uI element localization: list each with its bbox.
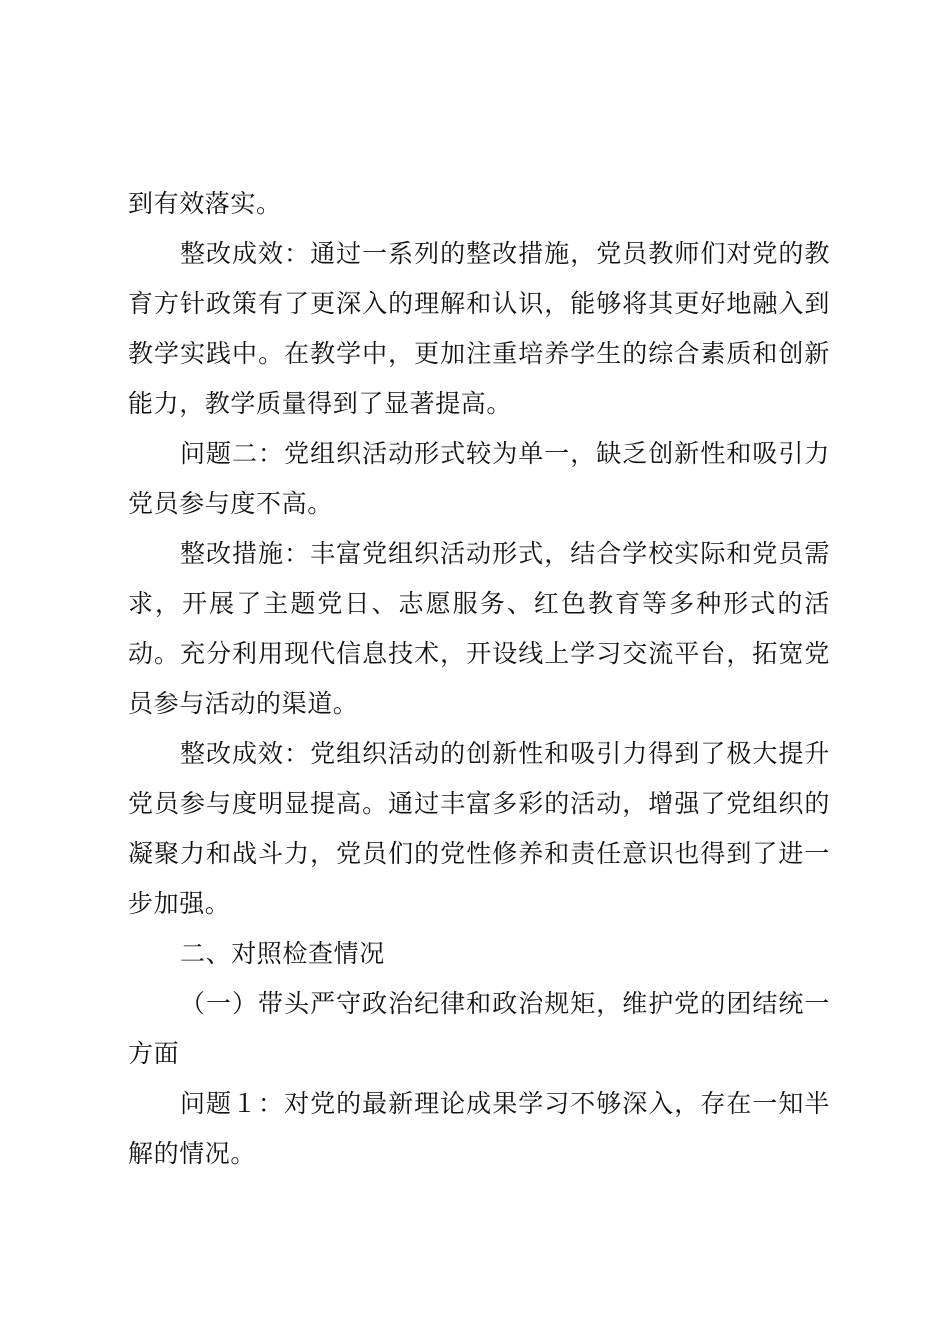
paragraph-rectification-result-2: 整改成效：党组织活动的创新性和吸引力得到了极大提升党员参与度明显提高。通过丰富多彩的活动，增强了党组织的凝聚力和战斗力，党员们的党性修养和责任意识也得到了进一步加强。 [128,739,830,918]
paragraph-problem-1: 问题１：对党的最新理论成果学习不够深入，存在一知半解的情况。 [128,1089,830,1168]
paragraph-rectification-measures-2: 整改措施：丰富党组织活动形式，结合学校实际和党员需求，开展了主题党日、志愿服务、红色教育等多种形式的活动。充分利用现代信息技术，开设线上学习交流平台，拓宽党员参与活动的渠道。 [128,539,830,718]
subsection-heading-discipline: （一）带头严守政治纪律和政治规矩，维护党的团结统一方面 [128,989,830,1068]
paragraph-rectification-result-1: 整改成效：通过一系列的整改措施，党员教师们对党的教育方针政策有了更深入的理解和认识，能够将其更好地融入到教学实践中。在教学中，更加注重培养学生的综合素质和创新能力，教学质量得到了显著提高。 [128,239,830,418]
paragraph-problem-2: 问题二：党组织活动形式较为单一，缺乏创新性和吸引力党员参与度不高。 [128,439,830,518]
document-body [128,179,830,1179]
paragraph-continuation: 到有效落实。 [128,189,282,218]
section-heading-check: 二、对照检查情况 [180,939,385,968]
